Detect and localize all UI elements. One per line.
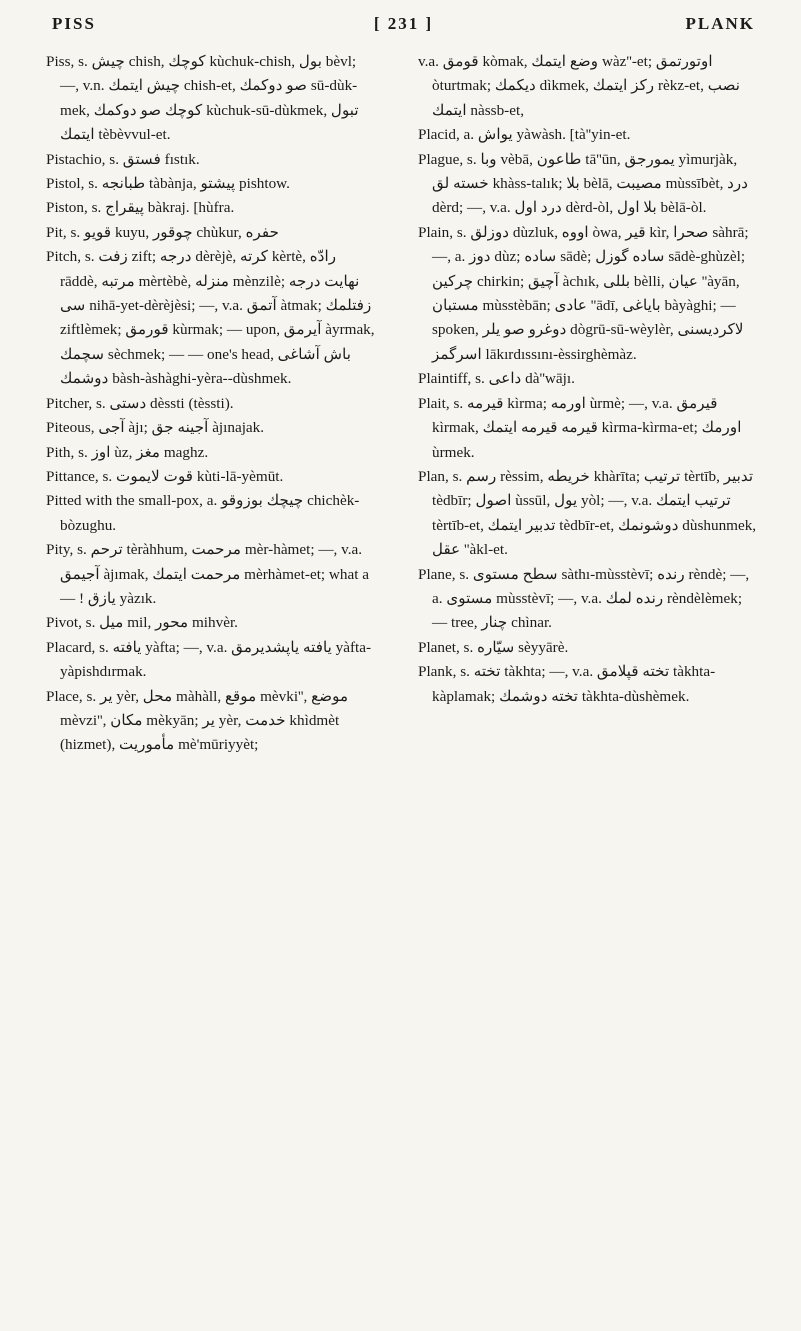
entry-plain: Plain, s. دوزلق dùzluk, اووه òwa, قیر kìr, صحرا sàhrā; —, a. دوز dùz; ساده sādè; ساده گوزل sādè-ghùzèl; چركین chirkin; آچیق àchık, بللی bèlli, عیان ''àyān, مستبان mùsstèbān; عادی ''ādī, باياغی bàyàghi; — spoken, دوغرو صو یلر dògrū-sū-wèylèr, لاكردیسنی اسرگمز lākırdıssını-èssirghèmàz. (418, 223, 749, 363)
page-number: [ 231 ] (373, 14, 434, 33)
right-column (418, 50, 758, 709)
entry-plague: Plague, s. وبا vèbā, طاعون tā''ūn, یمورجق yìmurjàk, خسته لق khàss-talık; بلا bèlā, مصیبت mùssībèt, درد dèrd; —, v.a. درد اول dèrd-òl, بلا اول bèlā-òl. (418, 150, 749, 217)
entry-pittance: Pittance, s. قوت لایموت kùti-lā-yèmūt. (46, 467, 284, 485)
entry-place-continued: v.a. قومق kòmak, وضع ایتمك wàz''-et; اوتورتمق òturtmak; دیكمك dìkmek, ركز ایتمك rèkz-et, نصب ایتمك nàssb-et, (418, 53, 740, 119)
entry-plank: Plank, s. تخته tàkhta; —, v.a. تخته قپلامق tàkhta-kàplamak; تخته دوشمك tàkhta-dùshèmek. (418, 663, 716, 705)
entry-pit: Pit, s. قویو kuyu, چوقور chùkur, حفره (46, 223, 280, 241)
header-left-guideword: PISS (52, 14, 96, 33)
entry-piss: Piss, s. چیش chish, كوچك kùchuk-chish, بول bèvl; —, v.n. چیش ایتمك chish-et, صو دوكمك sū-dùk-mek, كوچك صو دوكمك kùchuk-sū-dùkmek, تبول ايتمك tèbèvvul-et. (46, 53, 359, 144)
entry-pitch: Pitch, s. زفت zift; درجه dèrèjè, كرته kèrtè, رادّه rāddè, مرتبه mèrtèbè, منزله mènzilè; نهایت درجه سی nihā-yet-dèrèjèsi; —, v.a. آتمق àtmak; زفتلمك ziftlèmek; قورمق kùrmak; — upon, آیرمق àyrmak, سچمك sèchmek; — — one's head, باش آشاغی دوشمك bàsh-àshàghi-yèra--dùshmek. (46, 248, 375, 388)
left-column (46, 50, 376, 758)
entry-piteous: Piteous, آجی àjı; آجینه جق àjınajak. (46, 419, 265, 437)
entry-plane: Plane, s. سطح مستوی sàthı-mùsstèvī; رنده rèndè; —, a. مستوی mùsstèvī; —, v.a. رنده لمك rèndèlèmek; — tree, چنار chìnar. (418, 565, 750, 632)
entry-pistol: Pistol, s. طبانجه tàbànja, پیشتو pishtow. (46, 175, 290, 193)
entry-pitted: Pitted with the small-pox, a. چیچك بوزوقو chichèk-bòzughu. (46, 492, 360, 534)
entry-plaintiff: Plaintiff, s. داعی dà''wājı. (418, 370, 575, 388)
entry-pith: Pith, s. اوز ùz, مغز maghz. (46, 443, 209, 461)
entry-piston: Piston, s. پیقراج bàkraj. [hùfra. (46, 199, 235, 217)
entry-plait: Plait, s. قیرمه kìrma; اورمه ùrmè; —, v.a. قیرمق kìrmak, قیرمه قیرمه ایتمك kìrma-kìrma-et; اورمك ùrmek. (418, 394, 742, 461)
entry-pity: Pity, s. ترحم tèràhhum, مرحمت mèr-hàmet; —, v.a. آجیمق àjımak, مرحمت ایتمك mèrhàmet-et; what a — ! یازق yàzık. (46, 541, 369, 607)
entry-pitcher: Pitcher, s. دستی dèssti (tèssti). (46, 394, 234, 412)
entry-placard: Placard, s. یافته yàfta; —, v.a. یافته یاپشدیرمق yàfta-yàpishdırmak. (46, 638, 372, 681)
entry-placid: Placid, a. یواش yàwàsh. [tà''yin-et. (418, 126, 631, 144)
entry-plan: Plan, s. رسم rèssim, خریطه khàrīta; ترتیب tèrtīb, تدبیر tèdbīr; اصول ùssūl, یول yòl; —, v.a. ترتیب ایتمك tèrtīb-et, تدبیر ایتمك tèdbīr-et, دوشونمك dùshunmek, عقل ''àkl-et. (418, 467, 757, 559)
entry-place: Place, s. یر yèr, محل màhàll, موقع mèvki'', موضع mèvzi'', مكان mèkyān; یر yèr, خدمت khìdmèt (hizmet), مأموریت mè'mūriyyèt; (46, 687, 349, 754)
entry-pistachio: Pistachio, s. فستق fıstık. (46, 150, 200, 168)
page-header (46, 14, 761, 36)
entry-pivot: Pivot, s. میل mil, محور mihvèr. (46, 614, 238, 632)
entry-planet: Planet, s. سیّاره sèyyārè. (418, 638, 569, 656)
header-right-guideword: PLANK (685, 14, 755, 33)
